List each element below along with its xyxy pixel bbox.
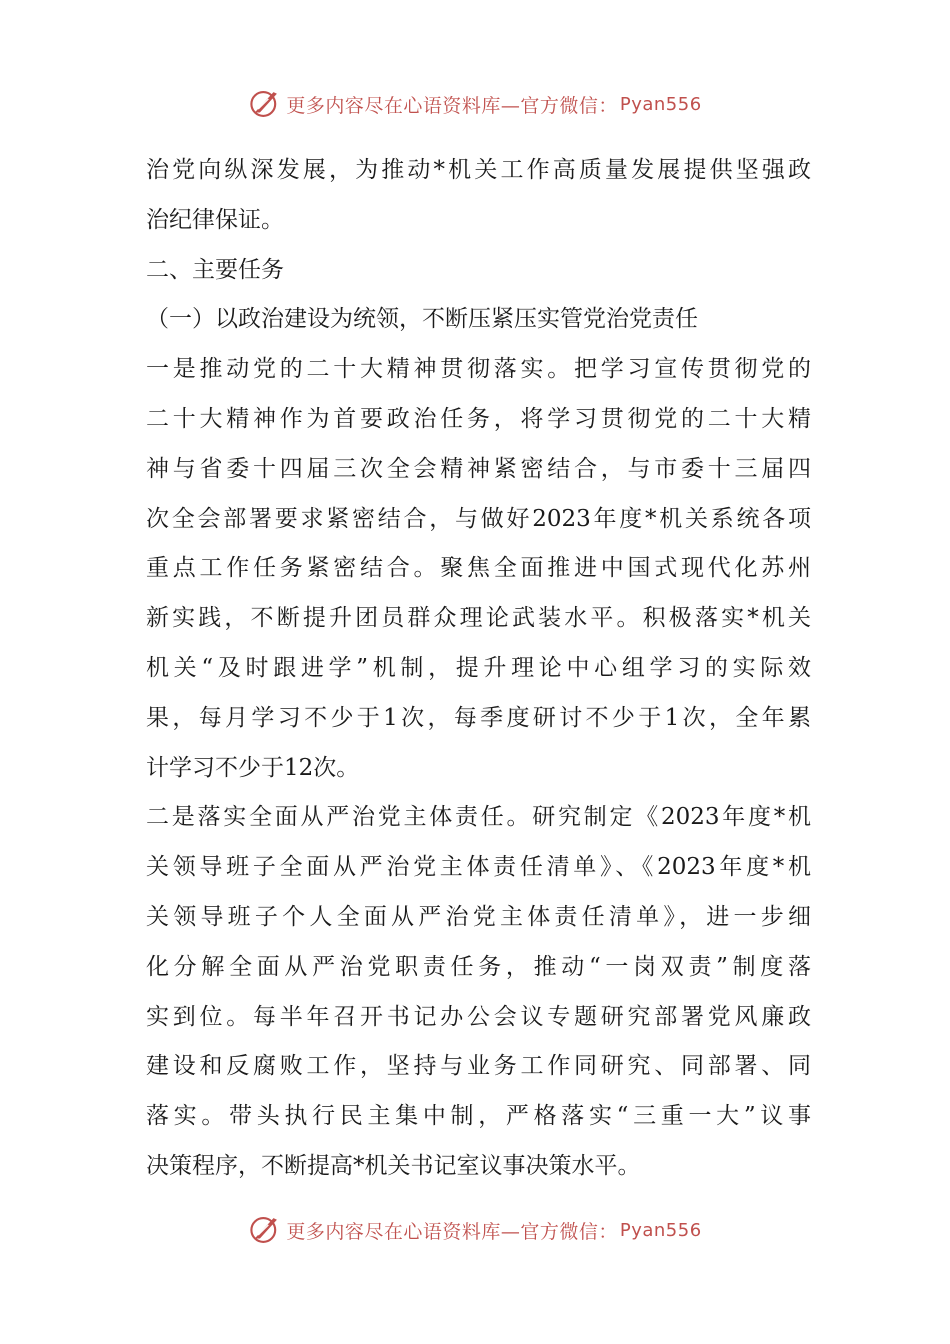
paragraph-line: 重点工作任务紧密结合。聚焦全面推进中国式现代化苏州 bbox=[146, 555, 811, 582]
watermark-header bbox=[0, 82, 950, 126]
watermark-wechat-id: Pyan556 bbox=[619, 1219, 702, 1241]
paragraph-line: 落实。带头执行民主集中制，严格落实“三重一大”议事 bbox=[146, 1103, 811, 1130]
paragraph-line: 计学习不少于12次。 bbox=[146, 754, 360, 781]
paragraph-line: 治党向纵深发展，为推动*机关工作高质量发展提供坚强政 bbox=[146, 157, 811, 183]
watermark-text: 更多内容尽在心语资料库—官方微信： bbox=[286, 94, 618, 117]
document-body bbox=[146, 146, 811, 1192]
paragraph-line: 关领导班子全面从严治党主体责任清单》、《2023年度*机 bbox=[146, 854, 811, 881]
paragraph-line: 关领导班子个人全面从严治党主体责任清单》，进一步细 bbox=[146, 903, 811, 930]
quill-logo-icon bbox=[248, 87, 282, 121]
paragraph-line: （一）以政治建设为统领，不断压紧压实管党治党责任 bbox=[146, 306, 698, 333]
quill-logo-icon bbox=[248, 1213, 282, 1247]
paragraph-line: 建设和反腐败工作，坚持与业务工作同研究、同部署、同 bbox=[146, 1053, 811, 1080]
paragraph-line: 二是落实全面从严治党主体责任。研究制定《2023年度*机 bbox=[146, 804, 811, 831]
paragraph-line: 次全会部署要求紧密结合，与做好2023年度*机关系统各项 bbox=[146, 505, 811, 532]
paragraph-line: 一是推动党的二十大精神贯彻落实。把学习宣传贯彻党的 bbox=[146, 356, 811, 383]
paragraph-line: 实到位。每半年召开书记办公会议专题研究部署党风廉政 bbox=[146, 1003, 811, 1030]
paragraph-line: 二、主要任务 bbox=[146, 256, 284, 283]
paragraph-line: 新实践，不断提升团员群众理论武装水平。积极落实*机关 bbox=[146, 605, 811, 632]
watermark-footer bbox=[0, 1208, 950, 1252]
paragraph-line: 治纪律保证。 bbox=[146, 206, 284, 233]
paragraph-line: 决策程序，不断提高*机关书记室议事决策水平。 bbox=[146, 1152, 641, 1179]
paragraph-line: 机关“及时跟进学”机制，提升理论中心组学习的实际效 bbox=[146, 654, 811, 681]
paragraph-line: 化分解全面从严治党职责任务，推动“一岗双责”制度落 bbox=[146, 953, 811, 980]
paragraph-line: 二十大精神作为首要政治任务，将学习贯彻党的二十大精 bbox=[146, 405, 811, 432]
paragraph-line: 神与省委十四届三次全会精神紧密结合，与市委十三届四 bbox=[146, 455, 811, 482]
paragraph-line: 果，每月学习不少于1次，每季度研讨不少于1次，全年累 bbox=[146, 704, 811, 731]
watermark-wechat-id: Pyan556 bbox=[619, 93, 702, 115]
watermark-text: 更多内容尽在心语资料库—官方微信： bbox=[286, 1220, 618, 1243]
